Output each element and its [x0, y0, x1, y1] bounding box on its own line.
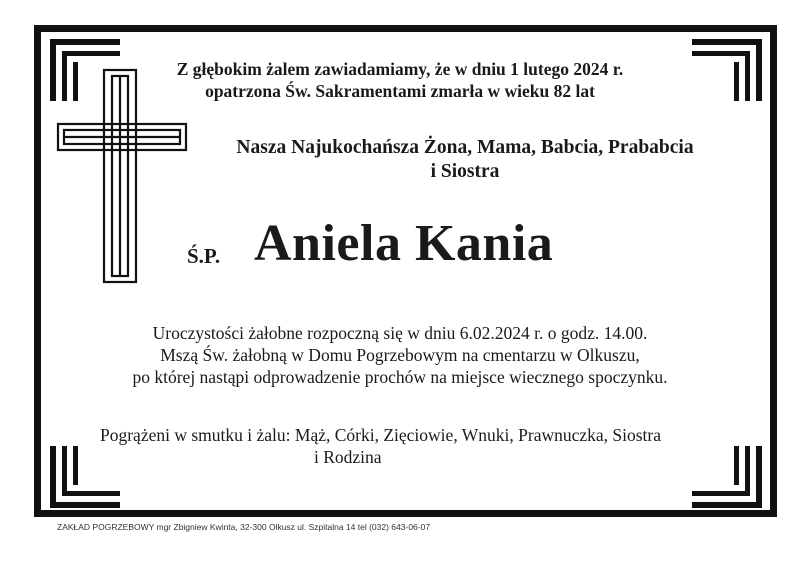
relation-line: i Siostra: [430, 161, 500, 182]
mourners-line: i Rodzina: [314, 447, 382, 467]
ceremony-line: po której nastąpi odprowadzenie prochów na miejsce wiecznego spoczynku.: [132, 367, 668, 387]
family-relation: [195, 136, 735, 184]
intro-line: opatrzona Św. Sakramentami zmarła w wieku 82 lat: [205, 81, 595, 101]
announcement-intro: [130, 58, 670, 102]
deceased-name: Aniela Kania: [254, 215, 554, 272]
ceremony-details: [100, 322, 700, 388]
intro-line: Z głębokim żalem zawiadamiamy, że w dniu 1 lutego 2024 r.: [176, 59, 624, 79]
ceremony-line: Mszą Św. żałobną w Domu Pogrzebowym na cmentarzu w Olkuszu,: [160, 345, 640, 365]
relation-line: Nasza Najukochańsza Żona, Mama, Babcia, Prababcia: [236, 137, 694, 158]
mourners-line: Pogrążeni w smutku i żalu: Mąż, Córki, Zięciowie, Wnuki, Prawnuczka, Siostra: [100, 425, 662, 445]
funeral-home-footer: ZAKŁAD POGRZEBOWY mgr Zbigniew Kwinta, 32-300 Olkusz ul. Szpitalna 14 tel (032) 643-06-07: [57, 522, 431, 532]
corner-ornament-icon: [692, 39, 762, 101]
mourners-list: [100, 424, 720, 468]
sp-prefix: Ś.P.: [187, 244, 221, 268]
ceremony-line: Uroczystości żałobne rozpoczną się w dniu 6.02.2024 r. o godz. 14.00.: [152, 323, 648, 343]
